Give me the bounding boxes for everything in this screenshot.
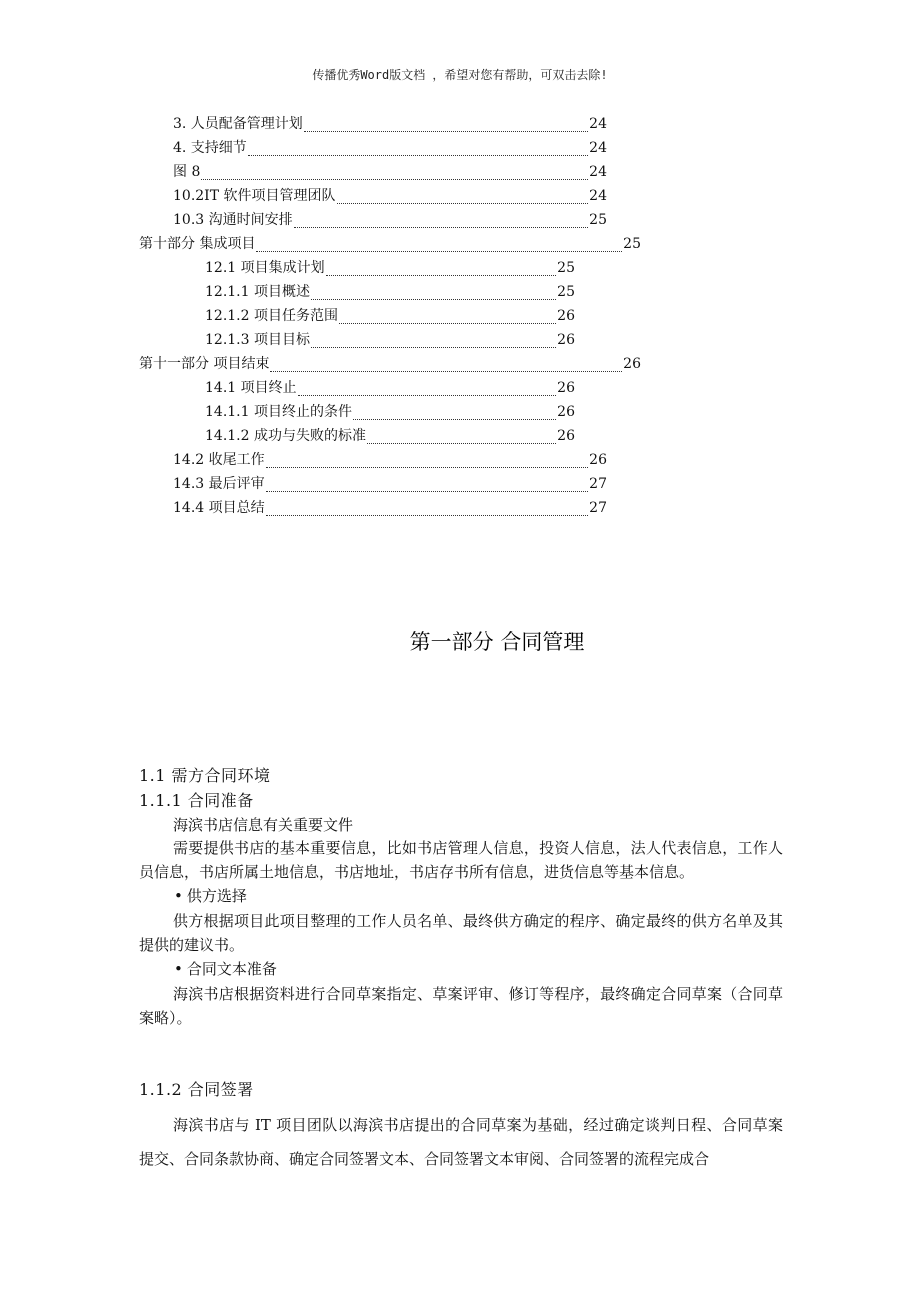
section-heading-1-1-2: 1.1.2 合同签署 (139, 1080, 254, 1099)
toc-leader (266, 474, 589, 492)
part-title: 第一部分 合同管理 (409, 630, 585, 654)
toc-entry[interactable] (0, 474, 747, 498)
toc-leader (266, 450, 589, 468)
toc-entry[interactable] (0, 426, 715, 450)
toc-page: 27 (589, 476, 607, 492)
toc-label: 14.4 项目总结 (173, 500, 265, 516)
toc-label: 4. 支持细节 (173, 140, 247, 156)
toc-page: 26 (557, 428, 575, 444)
toc-leader (298, 378, 557, 396)
toc-page: 25 (589, 212, 607, 228)
toc-page: 25 (557, 260, 575, 276)
toc-leader (337, 186, 589, 204)
toc-label: 10.2IT 软件项目管理团队 (173, 188, 336, 204)
toc-entry[interactable] (0, 210, 747, 234)
toc-entry[interactable] (0, 354, 781, 378)
toc-label: 3. 人员配备管理计划 (173, 116, 303, 132)
toc-label: 10.3 沟通时间安排 (173, 212, 293, 228)
toc-page: 25 (557, 284, 575, 300)
toc-leader (326, 258, 557, 276)
toc-leader (294, 210, 589, 228)
toc-label: 第十部分 集成项目 (139, 236, 256, 252)
toc-entry[interactable] (0, 402, 715, 426)
toc-label: 12.1.1 项目概述 (205, 284, 310, 300)
toc-entry[interactable] (0, 138, 747, 162)
bullet-text: 供方选择 (186, 887, 247, 905)
info-paragraph: 需要提供书店的基本重要信息，比如书店管理人信息，投资人信息，法人代表信息，工作人员信息，书店所属土地信息，书店地址，书店存书所有信息，进货信息等基本信息。 (139, 839, 783, 881)
toc-page: 26 (557, 380, 575, 396)
toc-label: 14.2 收尾工作 (173, 452, 265, 468)
toc-entry[interactable] (0, 330, 715, 354)
toc-leader (367, 426, 556, 444)
toc-label: 12.1.3 项目目标 (205, 332, 310, 348)
toc-page: 26 (557, 404, 575, 420)
toc-label: 12.1 项目集成计划 (205, 260, 325, 276)
section-heading-1-1: 1.1 需方合同环境 (139, 766, 271, 785)
toc-page: 26 (557, 332, 575, 348)
bullet-text: 合同文本准备 (186, 960, 277, 978)
toc-page: 24 (589, 116, 607, 132)
toc-leader (339, 306, 556, 324)
contract-text-paragraph: 海滨书店根据资料进行合同草案指定、草案评审、修订等程序，最终确定合同草案（合同草案略）。 (139, 985, 783, 1027)
toc-label: 图 8 (173, 164, 201, 180)
toc-leader (266, 498, 589, 516)
toc-leader (248, 138, 588, 156)
toc-entry[interactable] (0, 306, 715, 330)
toc-entry[interactable] (0, 234, 781, 258)
toc-label: 14.1 项目终止 (205, 380, 297, 396)
signing-paragraph: 海滨书店与 IT 项目团队以海滨书店提出的合同草案为基础，经过确定谈判日程、合同草案提交、合同条款协商、确定合同签署文本、合同签署文本审阅、合同签署的流程完成合 (139, 1116, 783, 1168)
toc-leader (270, 354, 622, 372)
toc-label: 14.3 最后评审 (173, 476, 265, 492)
toc-entry[interactable] (0, 114, 747, 138)
bullet-dot-icon: • (174, 887, 183, 905)
toc-entry[interactable] (0, 162, 747, 186)
toc-leader (311, 282, 556, 300)
toc-label: 第十一部分 项目结束 (139, 356, 270, 372)
toc-entry[interactable] (0, 450, 747, 474)
toc-leader (256, 234, 622, 252)
table-of-contents (0, 114, 920, 522)
bullet-dot-icon: • (174, 960, 183, 978)
toc-label: 12.1.2 项目任务范围 (205, 308, 338, 324)
toc-page: 26 (557, 308, 575, 324)
toc-entry[interactable] (0, 258, 715, 282)
toc-page: 24 (589, 188, 607, 204)
section-heading-1-1-1: 1.1.1 合同准备 (139, 791, 254, 810)
toc-entry[interactable] (0, 498, 747, 522)
header-banner: 传播优秀Word版文档 ，希望对您有帮助，可双击去除! (312, 68, 608, 82)
toc-leader (353, 402, 556, 420)
toc-entry[interactable] (0, 186, 747, 210)
toc-label: 14.1.1 项目终止的条件 (205, 404, 352, 420)
supplier-paragraph: 供方根据项目此项目整理的工作人员名单、最终供方确定的程序、确定最终的供方名单及其提供的建议书。 (139, 912, 783, 954)
toc-page: 27 (589, 500, 607, 516)
toc-entry[interactable] (0, 378, 715, 402)
toc-page: 25 (623, 236, 641, 252)
toc-leader (311, 330, 556, 348)
toc-page: 24 (589, 164, 607, 180)
toc-page: 26 (589, 452, 607, 468)
toc-label: 14.1.2 成功与失败的标准 (205, 428, 366, 444)
docs-item-title: 海滨书店信息有关重要文件 (173, 816, 354, 834)
toc-page: 24 (589, 140, 607, 156)
bullet-item (174, 958, 277, 979)
toc-leader (304, 114, 588, 132)
toc-page: 26 (623, 356, 641, 372)
toc-leader (201, 162, 588, 180)
toc-entry[interactable] (0, 282, 715, 306)
bullet-item (174, 885, 247, 906)
